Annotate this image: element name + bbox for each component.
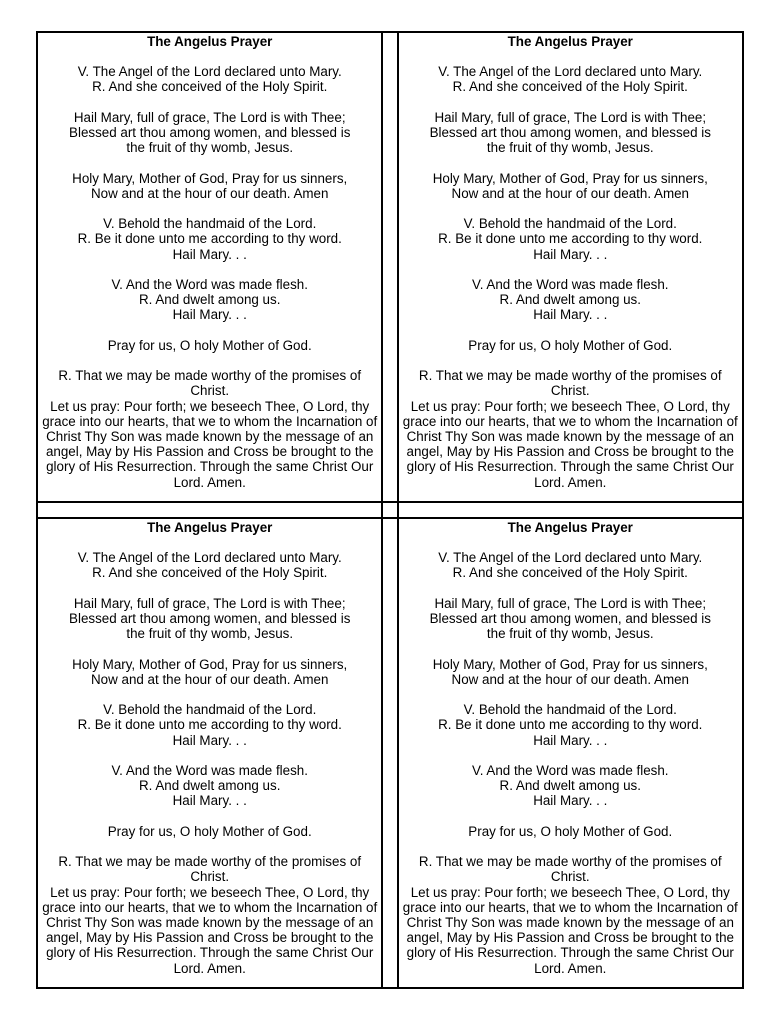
response-line: R. Be it done unto me according to thy word. xyxy=(77,231,342,247)
card-title: The Angelus Prayer xyxy=(147,34,273,49)
pray-for-us-line: Pray for us, O holy Mother of God. xyxy=(468,823,673,839)
hail-mary-short-line: Hail Mary. . . xyxy=(172,246,247,262)
hail-mary-short-line: Hail Mary. . . xyxy=(533,307,608,323)
word-made-flesh-stanza xyxy=(42,277,377,323)
versicle-line: V. The Angel of the Lord declared unto Mary. xyxy=(438,550,703,566)
pray-for-us-stanza xyxy=(42,338,377,353)
holy-mary-line: Holy Mary, Mother of God, Pray for us sinners, xyxy=(432,170,708,186)
pray-for-us-stanza xyxy=(403,824,738,839)
prayer-card-grid xyxy=(36,31,744,989)
holy-mary-stanza xyxy=(42,171,377,201)
pray-for-us-line: Pray for us, O holy Mother of God. xyxy=(107,337,312,353)
versicle-line: V. The Angel of the Lord declared unto Mary. xyxy=(77,550,342,566)
response-line: R. Be it done unto me according to thy word. xyxy=(438,717,703,733)
gutter-cell xyxy=(398,502,743,518)
closing-stanza xyxy=(42,854,377,976)
response-line: R. And dwelt among us. xyxy=(499,292,641,308)
holy-mary-line: Holy Mary, Mother of God, Pray for us sinners, xyxy=(432,656,708,672)
prayer-card xyxy=(399,519,742,976)
hail-mary-stanza xyxy=(42,596,377,642)
handmaid-stanza xyxy=(42,216,377,262)
hail-mary-line: Hail Mary, full of grace, The Lord is with Thee; xyxy=(73,109,346,125)
holy-mary-stanza xyxy=(403,657,738,687)
word-made-flesh-stanza xyxy=(403,763,738,809)
versicle-line: V. And the Word was made flesh. xyxy=(472,762,669,778)
closing-prayer-text: Let us pray: Pour forth; we beseech Thee, O Lord, thy grace into our hearts, that we to whom the Incarnation of Christ Thy Son was made known by the message of an angel, May by His Passion and Cross be brought to the glory of His Resurrection. Through the same Christ Our Lord. Amen. xyxy=(402,398,738,490)
hail-mary-short-line: Hail Mary. . . xyxy=(172,307,247,323)
pray-for-us-stanza xyxy=(42,824,377,839)
prayer-card xyxy=(38,33,381,490)
hail-mary-line: Hail Mary, full of grace, The Lord is with Thee; xyxy=(434,595,707,611)
card-cell-top-left xyxy=(37,32,382,502)
versicle-line: V. And the Word was made flesh. xyxy=(472,276,669,292)
handmaid-stanza xyxy=(403,702,738,748)
pray-for-us-line: Pray for us, O holy Mother of God. xyxy=(107,823,312,839)
handmaid-stanza xyxy=(403,216,738,262)
prayer-card xyxy=(399,33,742,490)
hail-mary-line: the fruit of thy womb, Jesus. xyxy=(126,140,294,156)
versicle-line: V. Behold the handmaid of the Lord. xyxy=(103,216,317,232)
response-line: R. That we may be made worthy of the promises of Christ. xyxy=(418,854,722,885)
hail-mary-stanza xyxy=(403,110,738,156)
card-title: The Angelus Prayer xyxy=(507,34,633,49)
prayer-card xyxy=(38,519,381,976)
handmaid-stanza xyxy=(42,702,377,748)
hail-mary-short-line: Hail Mary. . . xyxy=(533,732,608,748)
hail-mary-line: Blessed art thou among women, and blessed is xyxy=(429,125,711,140)
hail-mary-stanza xyxy=(42,110,377,156)
holy-mary-stanza xyxy=(403,171,738,201)
card-cell-top-right xyxy=(398,32,743,502)
gutter-column xyxy=(382,32,397,502)
response-line: R. Be it done unto me according to thy word. xyxy=(77,717,342,733)
pray-for-us-line: Pray for us, O holy Mother of God. xyxy=(468,337,673,353)
gutter-cell xyxy=(37,502,382,518)
gutter-row xyxy=(37,502,743,518)
angel-declared-stanza xyxy=(403,64,738,94)
versicle-line: V. Behold the handmaid of the Lord. xyxy=(103,702,317,718)
response-line: R. That we may be made worthy of the promises of Christ. xyxy=(58,368,362,399)
versicle-line: V. Behold the handmaid of the Lord. xyxy=(463,702,677,718)
hail-mary-line: Blessed art thou among women, and blessed is xyxy=(69,611,351,626)
holy-mary-stanza xyxy=(42,657,377,687)
response-line: R. And dwelt among us. xyxy=(139,778,281,794)
gutter-cell xyxy=(382,502,397,518)
closing-stanza xyxy=(42,368,377,490)
card-cell-bottom-right xyxy=(398,518,743,988)
response-line: R. Be it done unto me according to thy word. xyxy=(438,231,703,247)
holy-mary-line: Holy Mary, Mother of God, Pray for us sinners, xyxy=(72,170,348,186)
holy-mary-line: Holy Mary, Mother of God, Pray for us sinners, xyxy=(72,656,348,672)
closing-prayer-text: Let us pray: Pour forth; we beseech Thee, O Lord, thy grace into our hearts, that we to whom the Incarnation of Christ Thy Son was made known by the message of an angel, May by His Passion and Cross be brought to the glory of His Resurrection. Through the same Christ Our Lord. Amen. xyxy=(42,884,378,976)
closing-prayer-text: Let us pray: Pour forth; we beseech Thee, O Lord, thy grace into our hearts, that we to whom the Incarnation of Christ Thy Son was made known by the message of an angel, May by His Passion and Cross be brought to the glory of His Resurrection. Through the same Christ Our Lord. Amen. xyxy=(42,398,378,490)
angel-declared-stanza xyxy=(42,550,377,580)
versicle-line: V. And the Word was made flesh. xyxy=(111,276,308,292)
hail-mary-line: Hail Mary, full of grace, The Lord is with Thee; xyxy=(73,595,346,611)
hail-mary-line: the fruit of thy womb, Jesus. xyxy=(126,626,294,642)
word-made-flesh-stanza xyxy=(403,277,738,323)
gutter-column xyxy=(382,518,397,988)
response-line: R. That we may be made worthy of the promises of Christ. xyxy=(418,368,722,399)
angel-declared-stanza xyxy=(403,550,738,580)
hail-mary-line: Blessed art thou among women, and blessed is xyxy=(429,611,711,626)
card-row-bottom xyxy=(37,518,743,988)
holy-mary-line: Now and at the hour of our death. Amen xyxy=(451,185,689,201)
hail-mary-short-line: Hail Mary. . . xyxy=(172,732,247,748)
hail-mary-line: Blessed art thou among women, and blessed is xyxy=(69,125,351,140)
closing-prayer-text: Let us pray: Pour forth; we beseech Thee, O Lord, thy grace into our hearts, that we to whom the Incarnation of Christ Thy Son was made known by the message of an angel, May by His Passion and Cross be brought to the glory of His Resurrection. Through the same Christ Our Lord. Amen. xyxy=(402,884,738,976)
versicle-line: V. Behold the handmaid of the Lord. xyxy=(463,216,677,232)
closing-stanza xyxy=(403,854,738,976)
pray-for-us-stanza xyxy=(403,338,738,353)
word-made-flesh-stanza xyxy=(42,763,377,809)
hail-mary-short-line: Hail Mary. . . xyxy=(533,246,608,262)
response-line: R. And she conceived of the Holy Spirit. xyxy=(92,565,328,581)
response-line: R. And she conceived of the Holy Spirit. xyxy=(452,79,688,95)
response-line: R. And she conceived of the Holy Spirit. xyxy=(92,79,328,95)
card-title: The Angelus Prayer xyxy=(507,520,633,535)
closing-stanza xyxy=(403,368,738,490)
versicle-line: V. The Angel of the Lord declared unto Mary. xyxy=(77,64,342,80)
versicle-line: V. The Angel of the Lord declared unto Mary. xyxy=(438,64,703,80)
hail-mary-line: Hail Mary, full of grace, The Lord is with Thee; xyxy=(434,109,707,125)
hail-mary-stanza xyxy=(403,596,738,642)
card-cell-bottom-left xyxy=(37,518,382,988)
holy-mary-line: Now and at the hour of our death. Amen xyxy=(90,185,329,201)
prayer-card-sheet xyxy=(36,31,744,993)
hail-mary-line: the fruit of thy womb, Jesus. xyxy=(486,140,654,156)
holy-mary-line: Now and at the hour of our death. Amen xyxy=(90,671,329,687)
card-title: The Angelus Prayer xyxy=(147,520,273,535)
angel-declared-stanza xyxy=(42,64,377,94)
response-line: R. And she conceived of the Holy Spirit. xyxy=(452,565,688,581)
hail-mary-line: the fruit of thy womb, Jesus. xyxy=(486,626,654,642)
response-line: R. That we may be made worthy of the promises of Christ. xyxy=(58,854,362,885)
holy-mary-line: Now and at the hour of our death. Amen xyxy=(451,671,689,687)
versicle-line: V. And the Word was made flesh. xyxy=(111,762,308,778)
response-line: R. And dwelt among us. xyxy=(139,292,281,308)
response-line: R. And dwelt among us. xyxy=(499,778,641,794)
hail-mary-short-line: Hail Mary. . . xyxy=(533,793,608,809)
hail-mary-short-line: Hail Mary. . . xyxy=(172,793,247,809)
card-row-top xyxy=(37,32,743,502)
